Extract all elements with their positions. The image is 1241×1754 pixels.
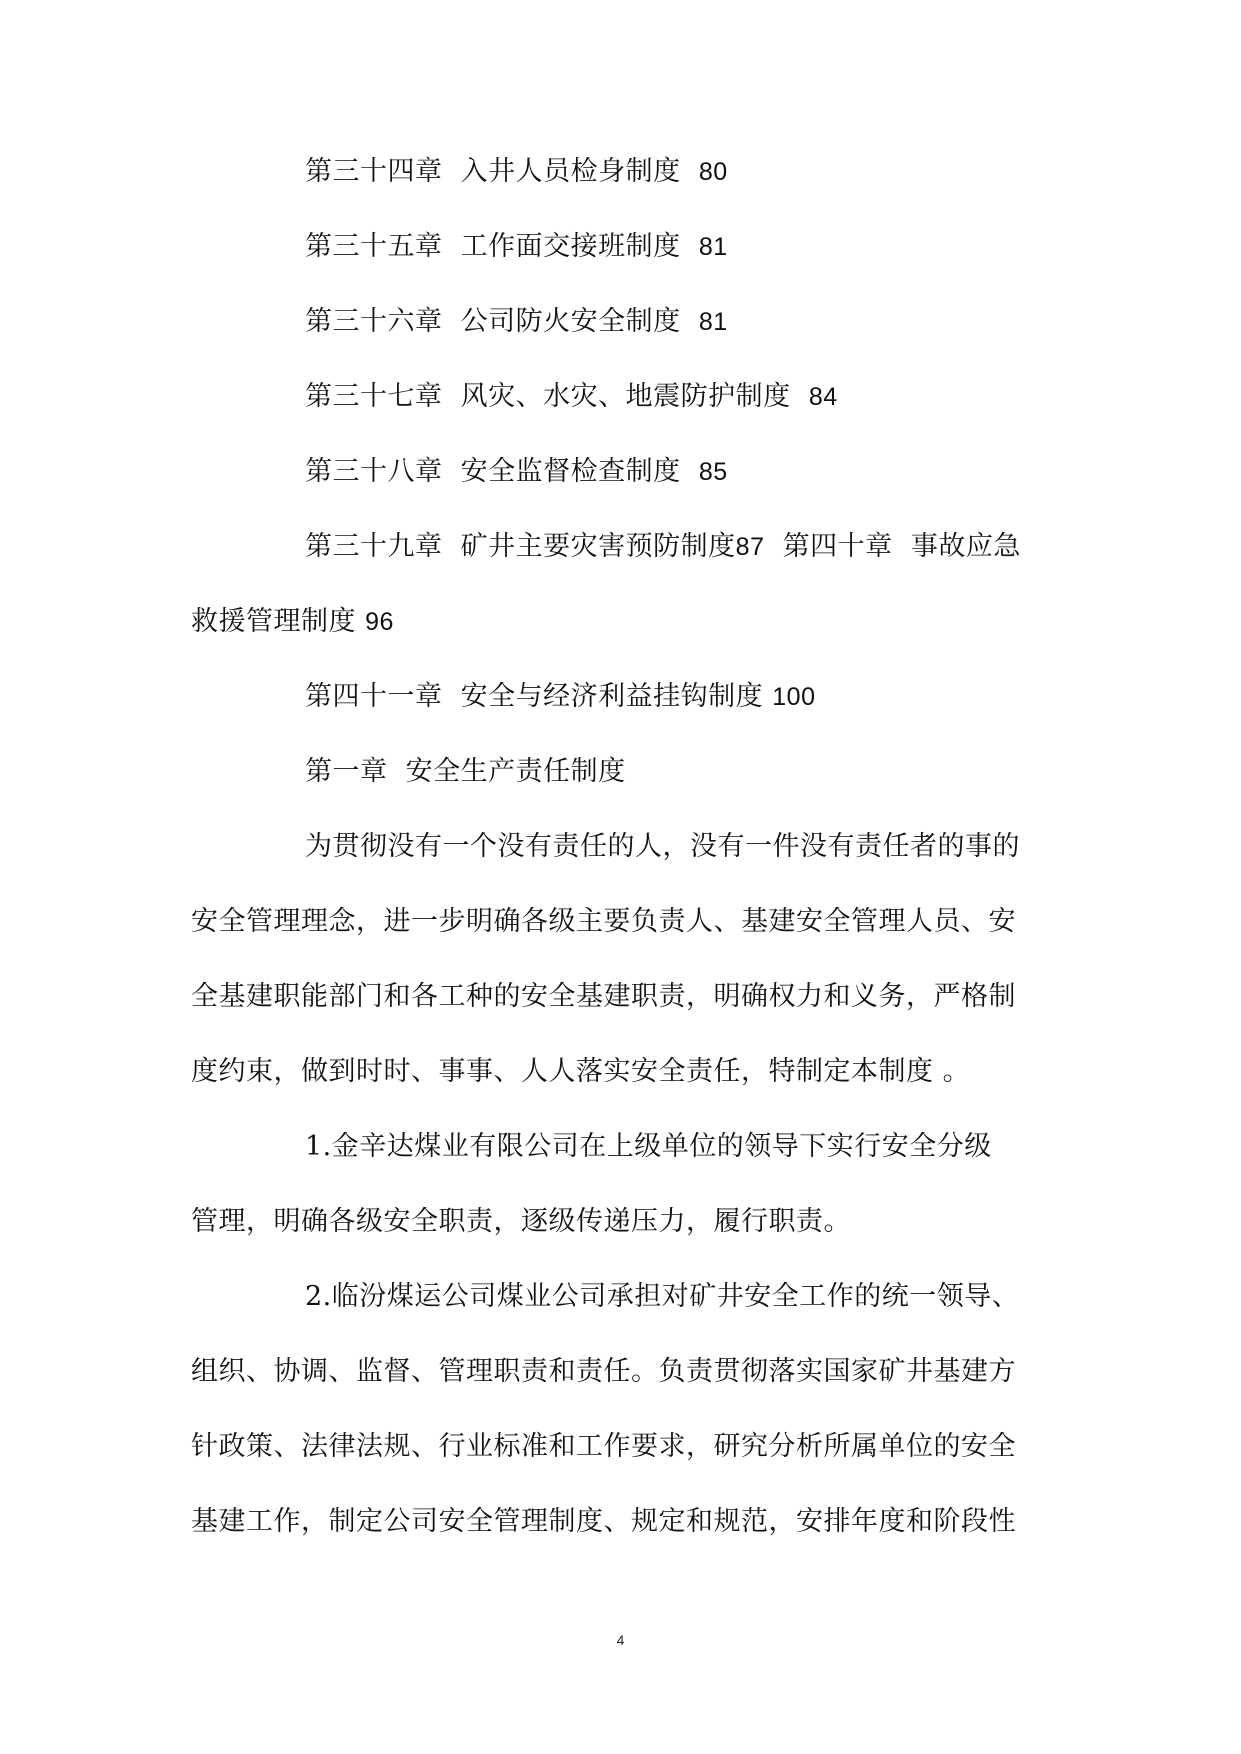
- toc-chapter: 第三十九章: [305, 531, 443, 562]
- toc-chapter: 第三十五章: [305, 231, 443, 262]
- toc-title: 工作面交接班制度: [460, 231, 681, 262]
- paragraph-line: 度约束，做到时时、事事、人人落实安全责任，特制定本制度 。: [191, 1056, 971, 1087]
- toc-entry: [305, 379, 838, 415]
- toc-entry-continuation: [191, 604, 394, 640]
- toc-page: 80: [698, 158, 728, 186]
- paragraph-line: 全基建职能部门和各工种的安全基建职责，明确权力和义务，严格制: [191, 981, 1016, 1012]
- toc-title: 矿井主要灾害预防制度: [460, 531, 736, 562]
- toc-page: 87: [735, 533, 765, 561]
- paragraph-line: 安全管理理念，进一步明确各级主要负责人、基建安全管理人员、安: [191, 906, 1016, 937]
- section-heading: [305, 754, 626, 790]
- toc-chapter: 第四十一章: [305, 681, 443, 712]
- toc-page: 84: [808, 383, 838, 411]
- toc-title: 安全与经济利益挂钩制度: [460, 681, 764, 712]
- toc-chapter: 第三十八章: [305, 456, 443, 487]
- toc-title: 风灾、水灾、地震防护制度: [460, 381, 791, 412]
- paragraph-line: 2.临汾煤运公司煤业公司承担对矿井安全工作的统一领导、: [305, 1281, 1020, 1312]
- toc-entry: [305, 454, 728, 490]
- toc-page: 85: [698, 458, 728, 486]
- toc-entry: [305, 529, 1021, 565]
- toc-title: 安全监督检查制度: [460, 456, 681, 487]
- page-number: 4: [616, 1632, 625, 1648]
- toc-entry: [305, 229, 728, 265]
- toc-page: 81: [698, 308, 728, 336]
- paragraph-line: 为贯彻没有一个没有责任的人，没有一件没有责任者的事的: [305, 831, 1020, 862]
- toc-title: 事故应急: [910, 531, 1021, 562]
- section-title: 安全生产责任制度: [405, 756, 626, 787]
- toc-page: 96: [365, 608, 394, 636]
- paragraph-line: 1.金辛达煤业有限公司在上级单位的领导下实行安全分级: [305, 1131, 992, 1162]
- toc-chapter: 第三十七章: [305, 381, 443, 412]
- paragraph-line: 组织、协调、监督、管理职责和责任。负责贯彻落实国家矿井基建方: [191, 1356, 1016, 1387]
- toc-chapter: 第四十章: [782, 531, 893, 562]
- toc-title: 公司防火安全制度: [460, 306, 681, 337]
- toc-title: 救援管理制度: [191, 606, 356, 637]
- paragraph-line: 基建工作，制定公司安全管理制度、规定和规范，安排年度和阶段性: [191, 1506, 1016, 1537]
- paragraph-line: 针政策、法律法规、行业标准和工作要求，研究分析所属单位的安全: [191, 1431, 1016, 1462]
- toc-entry: [305, 679, 815, 715]
- toc-page: 81: [698, 233, 728, 261]
- toc-chapter: 第三十四章: [305, 156, 443, 187]
- toc-chapter: 第三十六章: [305, 306, 443, 337]
- toc-entry: [305, 154, 728, 190]
- toc-page: 100: [772, 683, 816, 711]
- paragraph-line: 管理，明确各级安全职责，逐级传递压力，履行职责。: [191, 1206, 851, 1237]
- section-chapter: 第一章: [305, 756, 388, 787]
- toc-title: 入井人员检身制度: [460, 156, 681, 187]
- toc-entry: [305, 304, 728, 340]
